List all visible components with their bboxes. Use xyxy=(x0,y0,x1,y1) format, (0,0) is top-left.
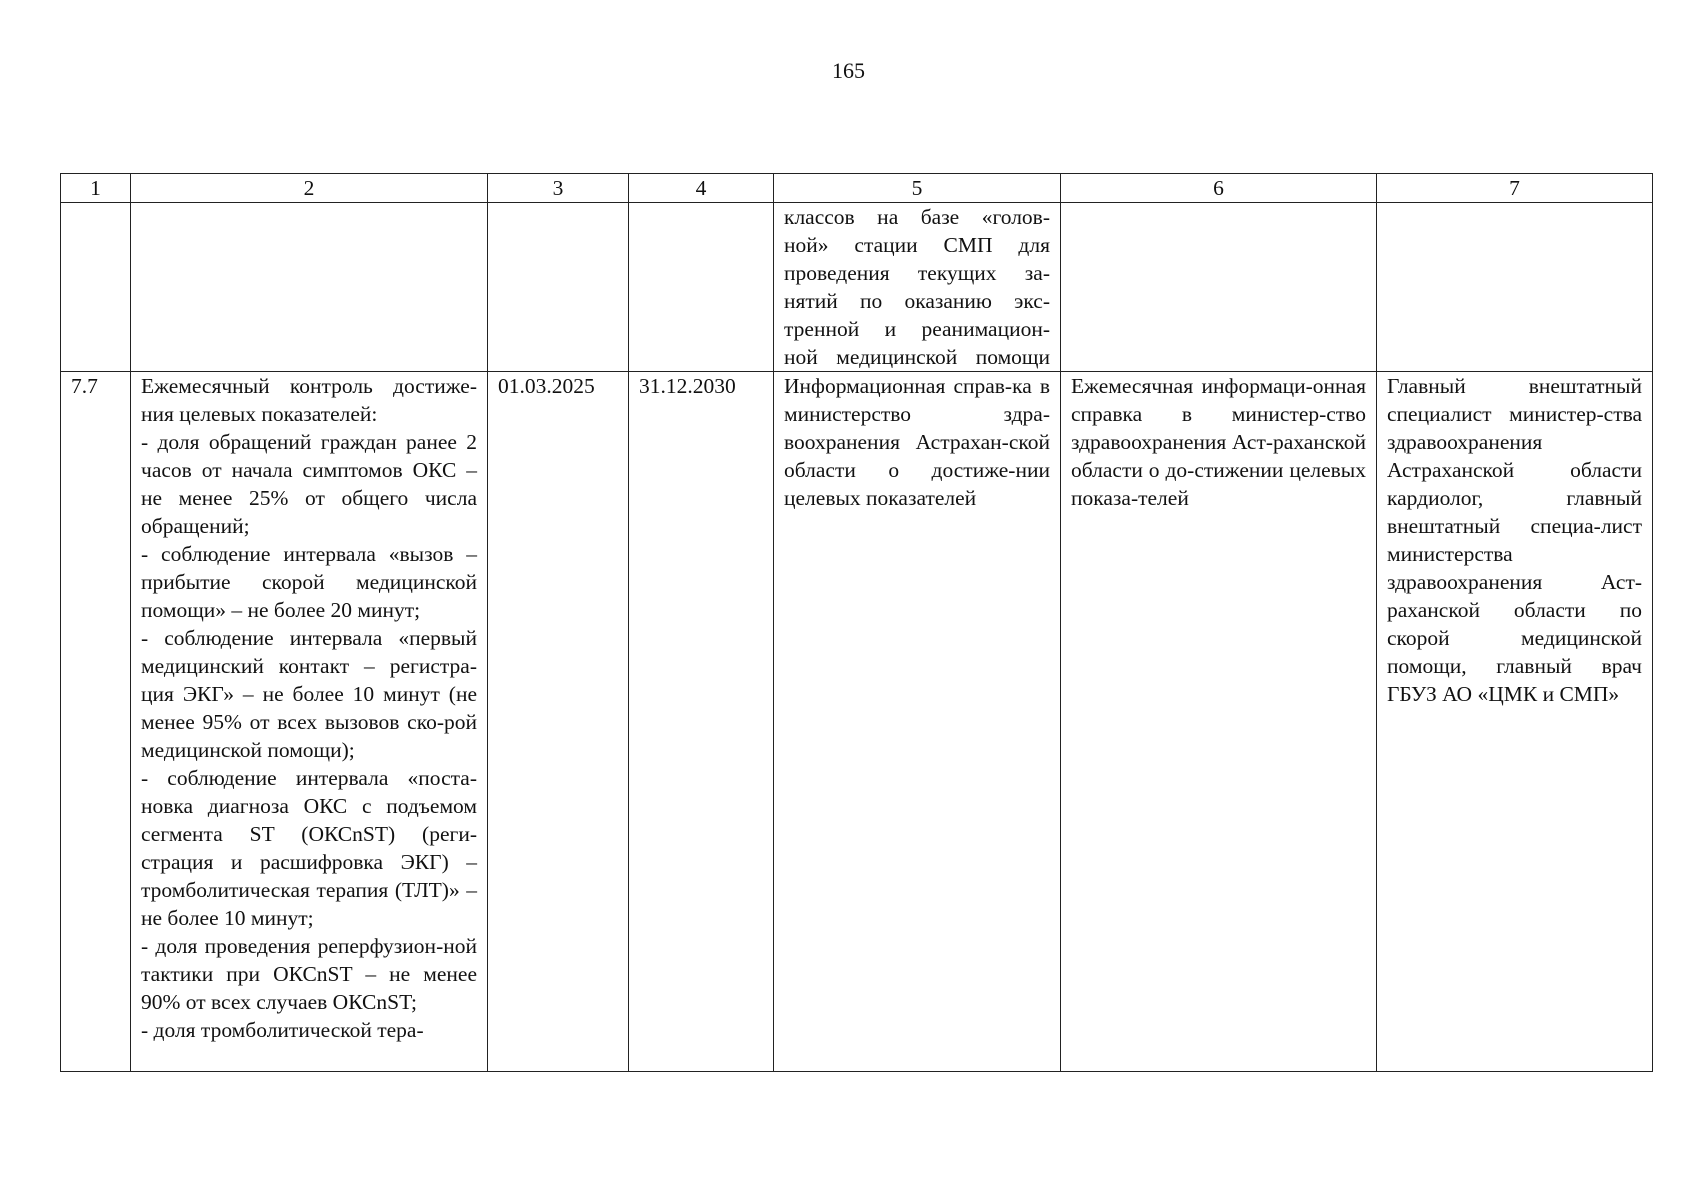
continuation-cell-2 xyxy=(131,203,488,372)
column-header-4: 4 xyxy=(629,174,774,203)
reporting-form: Ежемесячная информаци-онная справка в министер-ство здравоохранения Аст-раханской области о до-стижении целевых показа-телей xyxy=(1061,372,1377,1072)
measure-description xyxy=(131,372,488,1072)
column-header-7: 7 xyxy=(1377,174,1653,203)
end-date: 31.12.2030 xyxy=(629,372,774,1072)
continuation-line: проведения текущих за- xyxy=(784,261,1050,285)
header-row xyxy=(61,174,1653,203)
indicator-item: - соблюдение интервала «поста-новка диагноза ОКС с подъемом сегмента ST (ОКСnST) (реги-страция и расшифровка ЭКГ) – тромболитическая терапия (ТЛТ)» – не более 10 минут; xyxy=(141,766,477,930)
column-header-1: 1 xyxy=(61,174,131,203)
indicator-item: - соблюдение интервала «первый медицинский контакт – регистра-ция ЭКГ» – не более 10 минут (не менее 95% от всех вызовов ско-рой медицинской помощи); xyxy=(141,626,477,762)
continuation-cell-5 xyxy=(774,203,1061,372)
row-number: 7.7 xyxy=(61,372,131,1072)
continuation-cell-6 xyxy=(1061,203,1377,372)
start-date: 01.03.2025 xyxy=(488,372,629,1072)
expected-result: Информационная справ-ка в министерство здра-воохранения Астрахан-ской области о достиже-нии целевых показателей xyxy=(774,372,1061,1072)
continuation-cell-4 xyxy=(629,203,774,372)
continuation-cell-7 xyxy=(1377,203,1653,372)
indicator-list xyxy=(141,428,477,1044)
continuation-line: ной» стации СМП для xyxy=(784,233,1050,257)
indicator-item: - доля проведения реперфузион-ной тактики при ОКСnST – не менее 90% от всех случаев ОКСnST; xyxy=(141,934,477,1014)
continuation-line: классов на базе «голов- xyxy=(784,205,1050,229)
description-intro: Ежемесячный контроль достиже-ния целевых показателей: xyxy=(141,374,477,426)
continuation-line: ной медицинской помощи xyxy=(784,345,1050,369)
column-header-6: 6 xyxy=(1061,174,1377,203)
indicator-item: - соблюдение интервала «вызов – прибытие скорой медицинской помощи» – не более 20 минут; xyxy=(141,542,477,622)
indicator-item: - доля обращений граждан ранее 2 часов от начала симптомов ОКС – не менее 25% от общего числа обращений; xyxy=(141,430,477,538)
table-row-7-7 xyxy=(61,372,1653,1072)
continuation-line: тренной и реанимацион- xyxy=(784,317,1050,341)
responsible-persons: Главный внештатный специалист министер-ства здравоохранения Астраханской области кардиолог, главный внештатный специа-лист министерства здравоохранения Аст-раханской области по скорой медицинской помощи, главный врач ГБУЗ АО «ЦМК и СМП» xyxy=(1377,372,1653,1072)
indicator-item: - доля тромболитической тера- xyxy=(141,1018,424,1042)
continuation-row xyxy=(61,203,1653,372)
continuation-line: нятий по оказанию экс- xyxy=(784,289,1050,313)
column-header-5: 5 xyxy=(774,174,1061,203)
column-header-2: 2 xyxy=(131,174,488,203)
continuation-cell-1 xyxy=(61,203,131,372)
continuation-cell-3 xyxy=(488,203,629,372)
page-number: 165 xyxy=(832,58,865,83)
measures-table xyxy=(60,173,1653,1072)
column-header-3: 3 xyxy=(488,174,629,203)
